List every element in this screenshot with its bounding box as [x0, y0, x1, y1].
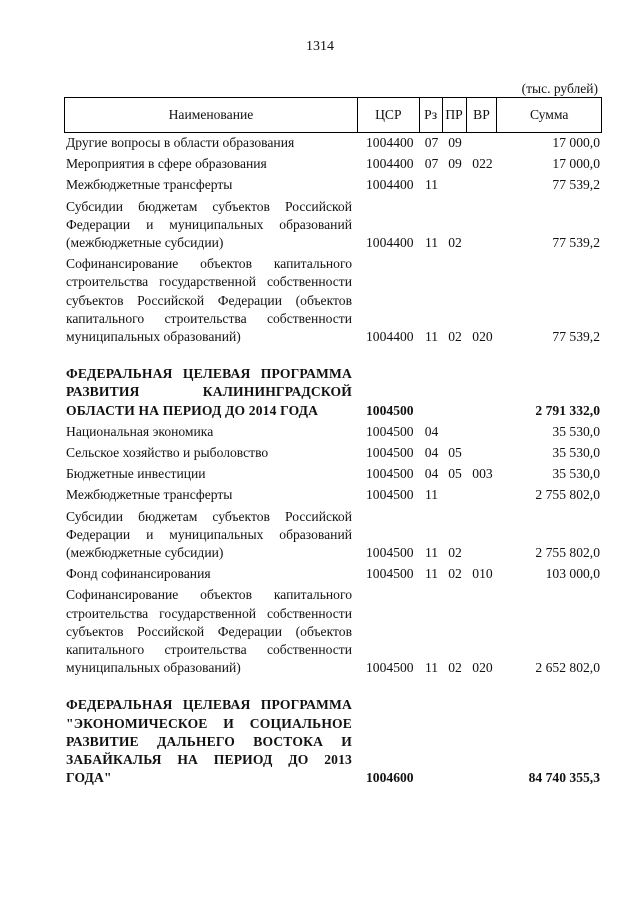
- row-csr: 1004400: [366, 156, 414, 172]
- row-pr: 02: [448, 566, 462, 582]
- row-name: Субсидии бюджетам субъектов Российской Федерации и муниципальных образований (межбюджетные субсидии): [66, 198, 352, 251]
- row-csr: 1004400: [366, 177, 414, 193]
- row-sum: 2 755 802,0: [535, 545, 600, 561]
- table-row: [64, 565, 602, 583]
- row-pr: 05: [448, 466, 462, 482]
- row-sum: 35 530,0: [552, 466, 600, 482]
- row-rz: 04: [424, 445, 439, 461]
- row-rz: 11: [424, 545, 439, 561]
- table-row: [64, 508, 602, 563]
- table-row: [64, 155, 602, 173]
- header-rz: Рз: [420, 98, 443, 132]
- row-csr: 1004400: [366, 235, 414, 251]
- row-rz: 11: [424, 660, 439, 676]
- row-csr: 1004500: [366, 566, 414, 582]
- header-vr: ВР: [467, 98, 498, 132]
- row-rz: 07: [424, 156, 439, 172]
- row-rz: 11: [424, 177, 439, 193]
- budget-table: [64, 97, 602, 788]
- row-vr: 020: [472, 660, 493, 676]
- row-csr: 1004600: [366, 770, 414, 786]
- table-row: [64, 198, 602, 253]
- row-pr: 02: [448, 329, 462, 345]
- table-row: [64, 176, 602, 194]
- row-name: Другие вопросы в области образования: [66, 135, 295, 150]
- row-csr: 1004500: [366, 423, 414, 439]
- table-header: [64, 97, 602, 133]
- row-rz: 11: [424, 329, 439, 345]
- row-sum: 2 791 332,0: [535, 402, 600, 418]
- row-name: Субсидии бюджетам субъектов Российской Федерации и муниципальных образований (межбюджетные субсидии): [66, 508, 352, 561]
- row-sum: 84 740 355,3: [528, 770, 600, 786]
- row-sum: 2 652 802,0: [535, 660, 600, 676]
- row-name: Фонд софинансирования: [66, 566, 211, 582]
- row-vr: 022: [472, 156, 493, 172]
- row-name: Софинансирование объектов капитального строительства государственной собственности субъектов Российской Федерации (объектов капитального строительства собственности муниципальных образований): [66, 587, 352, 676]
- row-rz: 04: [424, 423, 439, 439]
- row-csr: 1004500: [366, 660, 414, 676]
- row-rz: 04: [424, 466, 439, 482]
- table-row-program: [64, 696, 602, 787]
- row-sum: 77 539,2: [552, 177, 600, 193]
- table-row: [64, 486, 602, 504]
- row-sum: 35 530,0: [552, 423, 600, 439]
- row-vr: 003: [472, 466, 493, 482]
- header-pr: ПР: [443, 98, 467, 132]
- row-pr: 02: [448, 660, 462, 676]
- row-name: Софинансирование объектов капитального строительства государственной собственности субъектов Российской Федерации (объектов капитального строительства собственности муниципальных образований): [66, 256, 352, 345]
- row-name: Межбюджетные трансферты: [66, 177, 233, 193]
- row-rz: 11: [424, 235, 439, 251]
- row-rz: 07: [424, 135, 439, 150]
- row-sum: 17 000,0: [552, 135, 600, 150]
- row-name: ФЕДЕРАЛЬНАЯ ЦЕЛЕВАЯ ПРОГРАММА РАЗВИТИЯ КАЛИНИНГРАДСКОЙ ОБЛАСТИ НА ПЕРИОД ДО 2014 ГОДА: [66, 366, 352, 418]
- row-name: Бюджетные инвестиции: [66, 466, 206, 482]
- header-csr: ЦСР: [358, 98, 420, 132]
- row-name: Национальная экономика: [66, 423, 214, 439]
- row-vr: 010: [472, 566, 493, 582]
- row-pr: 05: [448, 445, 462, 461]
- row-sum: 77 539,2: [552, 329, 600, 345]
- table-row: [64, 255, 602, 346]
- row-name: ФЕДЕРАЛЬНАЯ ЦЕЛЕВАЯ ПРОГРАММА "ЭКОНОМИЧЕСКОЕ И СОЦИАЛЬНОЕ РАЗВИТИЕ ДАЛЬНЕГО ВОСТОКА И ЗАБАЙКАЛЬЯ НА ПЕРИОД ДО 2013 ГОДА": [66, 697, 352, 786]
- row-sum: 17 000,0: [552, 156, 600, 172]
- table-row-program: [64, 365, 602, 420]
- row-csr: 1004500: [366, 466, 414, 482]
- row-sum: 103 000,0: [545, 566, 600, 582]
- row-rz: 11: [424, 566, 439, 582]
- row-csr: 1004500: [366, 402, 414, 418]
- row-pr: 02: [448, 235, 462, 251]
- row-vr: 020: [472, 329, 493, 345]
- row-sum: 35 530,0: [552, 445, 600, 461]
- row-csr: 1004500: [366, 545, 414, 561]
- row-csr: 1004500: [366, 445, 414, 461]
- row-sum: 2 755 802,0: [535, 487, 600, 503]
- row-csr: 1004500: [366, 487, 414, 503]
- table-row: [64, 444, 602, 462]
- table-row: [64, 586, 602, 677]
- row-name: Межбюджетные трансферты: [66, 487, 233, 503]
- row-pr: 09: [448, 156, 462, 172]
- row-name: Мероприятия в сфере образования: [66, 156, 267, 172]
- page-number: 1314: [306, 39, 334, 54]
- header-name: Наименование: [65, 98, 358, 132]
- header-sum: Сумма: [529, 106, 569, 122]
- row-pr: 09: [448, 135, 462, 150]
- units-label: (тыс. рублей): [521, 81, 598, 96]
- table-row: [64, 423, 602, 441]
- table-row: [64, 465, 602, 483]
- table-row: [64, 134, 602, 152]
- row-csr: 1004400: [366, 135, 414, 150]
- row-sum: 77 539,2: [552, 235, 600, 251]
- row-name: Сельское хозяйство и рыболовство: [66, 445, 269, 461]
- row-rz: 11: [424, 487, 439, 503]
- row-csr: 1004400: [366, 329, 414, 345]
- row-pr: 02: [448, 545, 462, 561]
